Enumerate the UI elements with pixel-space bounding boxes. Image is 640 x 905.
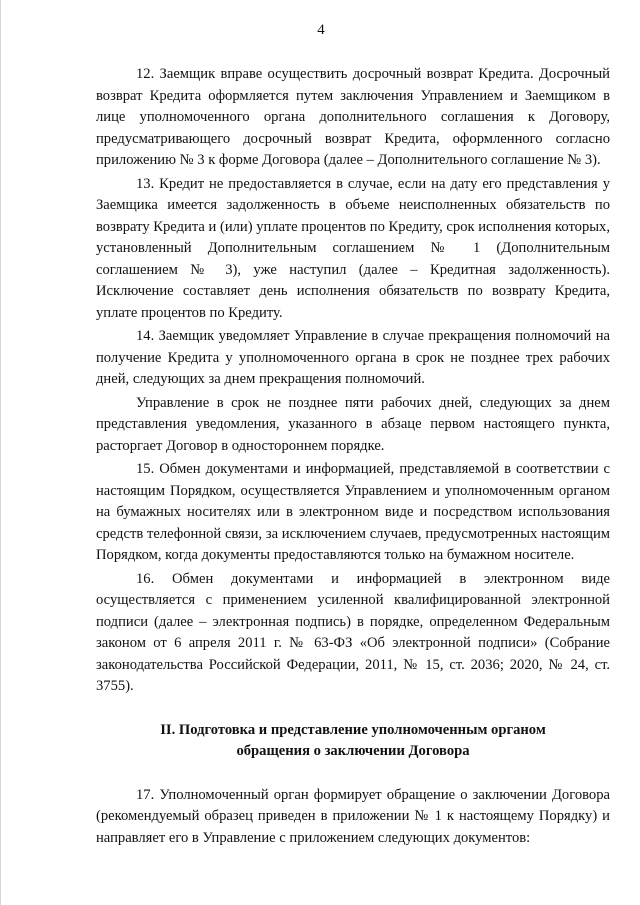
paragraph-17: 17. Уполномоченный орган формирует обращение о заключении Договора (рекомендуемый образец приведен в приложении № 1 к настоящему Порядку) и направляет его в Управление с приложением следующих документов: (96, 786, 610, 846)
paragraph-14: 14. Заемщик уведомляет Управление в случае прекращения полномочий на получение Кредита у уполномоченного органа в срок не позднее трех рабочих дней, следующих за днем прекращения полномочий. (96, 328, 610, 387)
page-number: 4 (317, 22, 325, 38)
paragraph-16: 16. Обмен документами и информацией в электронном виде осуществляется с применением усиленной квалифицированной электронной подписи (далее – электронная подпись) в порядке, определенном Федеральным законом от 6 апреля 2011 г. № 63-ФЗ «Об электронной подписи» (Собрание законодательства Российской Федерации, 2011, № 15, ст. 2036; 2020, № 24, ст. 3755). (96, 570, 610, 694)
section-heading-line-1: II. Подготовка и представление уполномоченным органом (160, 721, 546, 738)
section-heading-line-2: обращения о заключении Договора (236, 743, 470, 759)
paragraph-14-continued: Управление в срок не позднее пяти рабочих дней, следующих за днем представления уведомления, указанного в абзаце первом настоящего пункта, расторгает Договор в одностороннем порядке. (96, 394, 610, 454)
paragraph-13: 13. Кредит не предоставляется в случае, если на дату его представления у Заемщика имеется задолженность в объеме неисполненных обязательств по возврату Кредита и (или) уплате процентов по Кредиту, срок исполнения которых, установленный Дополнительным соглашением № 1 (Дополнительным соглашением № 3), уже наступил (далее – Кредитная задолженность). Исключение составляет день исполнения обязательств по возврату Кредита, уплате процентов по Кредиту. (96, 175, 610, 321)
document-body (96, 64, 610, 849)
paragraph-12: 12. Заемщик вправе осуществить досрочный возврат Кредита. Досрочный возврат Кредита оформляется путем заключения Управлением и Заемщиком в лице уполномоченного органа дополнительного соглашения к Договору, предусматривающего досрочный возврат Кредита, оформленного согласно приложению № 3 к форме Договора (далее – Дополнительного соглашение № 3). (96, 66, 610, 168)
paragraph-15: 15. Обмен документами и информацией, представляемой в соответствии с настоящим Порядком, осуществляется Управлением и уполномоченным органом на бумажных носителях или в электронном виде и посредством использования средств телефонной связи, за исключением случаев, предусмотренных настоящим Порядком, когда документы предоставляются только на бумажном носителе. (96, 461, 610, 563)
section-heading (96, 720, 610, 763)
